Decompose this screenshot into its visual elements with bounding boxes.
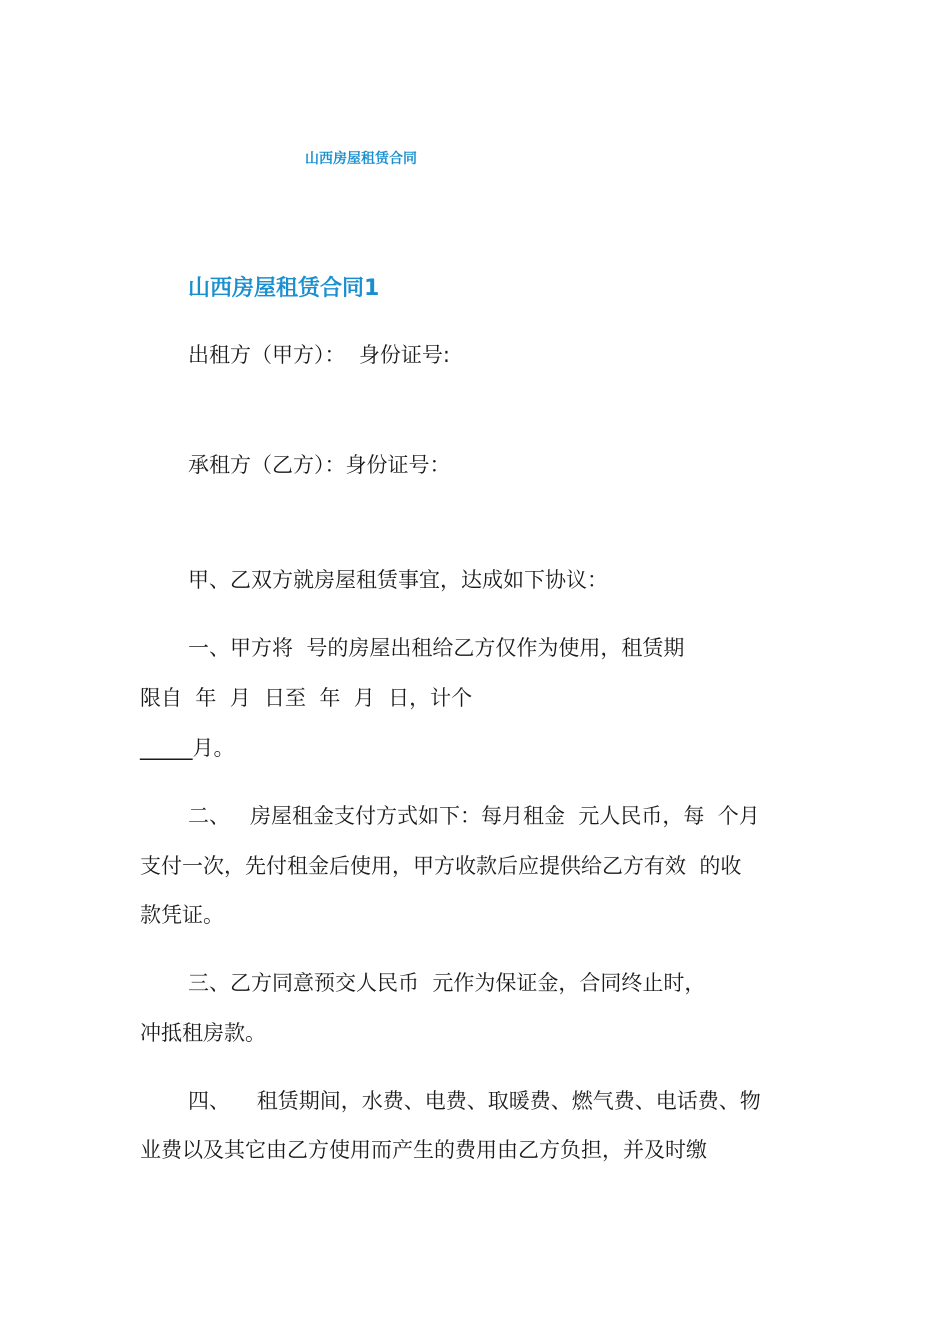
lessor-line: 出租方（甲方）： 身份证号: [188, 343, 450, 367]
clause-1-line-2: 限自 年 月 日至 年 月 日，计个 [140, 686, 473, 710]
clause-3-line-1: 三、乙方同意预交人民币 元作为保证金，合同终止时， [188, 971, 706, 995]
clause-3-line-2: 冲抵租房款。 [140, 1021, 266, 1045]
clause-2-line-3: 款凭证。 [140, 903, 224, 927]
lessee-line: 承租方（乙方）：身份证号： [188, 453, 451, 477]
intro-line: 甲、乙双方就房屋租赁事宜，达成如下协议： [188, 568, 608, 592]
clause-4-line-2: 业费以及其它由乙方使用而产生的费用由乙方负担，并及时缴 [140, 1138, 707, 1162]
clause-4-line-1: 四、 租赁期间，水费、电费、取暖费、燃气费、电话费、物 [188, 1089, 761, 1113]
page-header-title: 山西房屋租赁合同 [305, 151, 417, 167]
clause-1-line-3: _____月。 [140, 736, 235, 760]
clause-1-line-1: 一、甲方将 号的房屋出租给乙方仅作为使用，租赁期 [188, 636, 685, 660]
document-heading: 山西房屋租赁合同1 [188, 276, 380, 301]
clause-2-line-2: 支付一次，先付租金后使用，甲方收款后应提供给乙方有效 的收 [140, 854, 742, 878]
clause-2-line-1: 二、 房屋租金支付方式如下：每月租金 元人民币，每 个月 [188, 804, 760, 828]
